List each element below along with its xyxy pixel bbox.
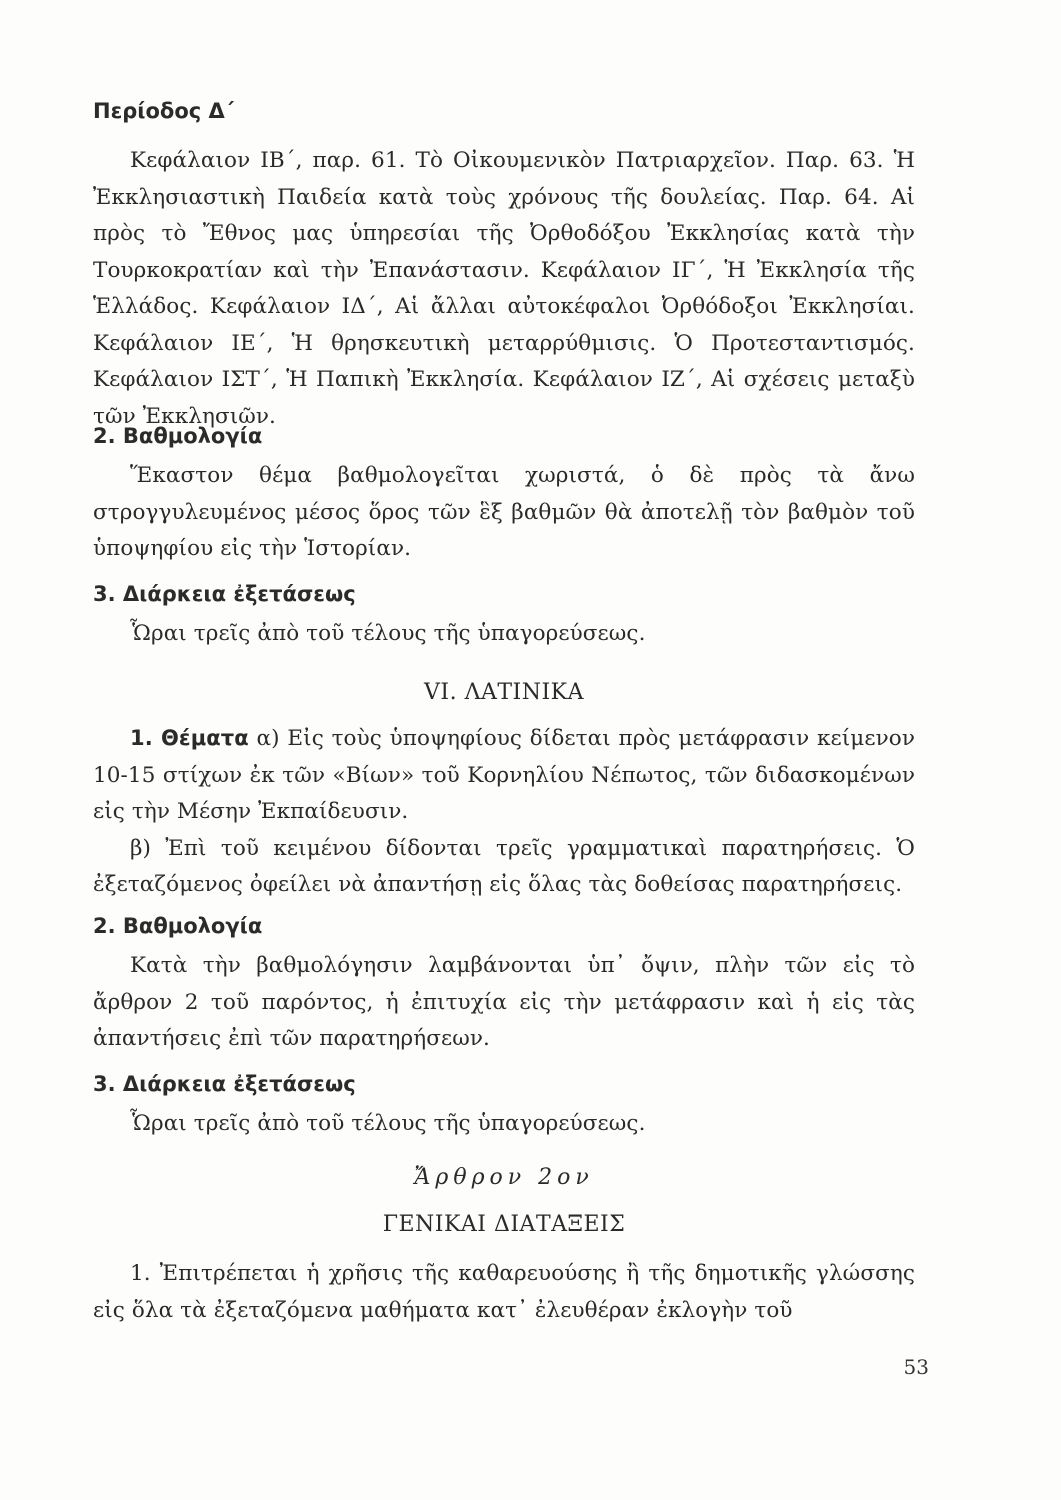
period-heading: Περίοδος Δ΄ [93,99,235,123]
religion-duration-heading: 3. Διάρκεια ἐξετάσεως [93,582,356,606]
latin-grading-heading: 2. Βαθμολογία [93,914,263,938]
latin-topics-paragraph-b: β) Ἐπὶ τοῦ κειμένου δίδονται τρεῖς γραμματικαὶ παρατηρήσεις. Ὁ ἐξεταζόμενος ὀφείλει νὰ ἀπαντήσῃ εἰς ὅλας τὰς δοθείσας παρατηρήσεις. [93,835,915,897]
general-provisions-paragraph: 1. Ἐπιτρέπεται ἡ χρῆσις τῆς καθαρευούσης ἢ τῆς δημοτικῆς γλώσσης εἰς ὅλα τὰ ἐξεταζόμενα μαθήματα κατ᾽ ἐλευθέραν ἐκλογὴν τοῦ [93,1261,915,1323]
general-provisions-title-block [93,1210,915,1240]
latin-duration-heading: 3. Διάρκεια ἐξετάσεως [93,1072,356,1096]
general-provisions-title: ΓΕΝΙΚΑΙ ΔΙΑΤΑΞΕΙΣ [382,1212,626,1237]
religion-duration-paragraph: Ὧραι τρεῖς ἀπὸ τοῦ τέλους τῆς ὑπαγορεύσεως. [130,621,646,646]
latin-duration-section [93,1070,915,1143]
latin-title-block [93,678,915,708]
latin-topics-lead: 1. Θέματα [130,726,249,750]
period-section [93,97,915,435]
general-provisions-section [93,1256,915,1329]
religion-duration-section [93,580,915,653]
article-title-block [93,1163,915,1193]
latin-duration-paragraph: Ὧραι τρεῖς ἀπὸ τοῦ τέλους τῆς ὑπαγορεύσεως. [130,1111,646,1136]
latin-grading-paragraph: Κατὰ τὴν βαθμολόγησιν λαμβάνονται ὑπ᾽ ὄψιν, πλὴν τῶν εἰς τὸ ἄρθρον 2 τοῦ παρόντος, ἡ ἐπιτυχία εἰς τὴν μετάφρασιν καὶ ἡ εἰς τὰς ἀπαντήσεις ἐπὶ τῶν παρατηρήσεων. [93,953,915,1051]
latin-topics-paragraph-a [93,720,915,831]
religion-grading-section [93,422,915,568]
latin-grading-section [93,912,915,1058]
page-number: 53 [903,1355,929,1379]
period-paragraph: Κεφάλαιον ΙΒ΄, παρ. 61. Τὸ Οἰκουμενικὸν Πατριαρχεῖον. Παρ. 63. Ἡ Ἐκκλησιαστικὴ Παιδεία κατὰ τοὺς χρόνους τῆς δουλείας. Παρ. 64. Αἱ πρὸς τὸ Ἔθνος μας ὑπηρεσίαι τῆς Ὀρθοδόξου Ἐκκλησίας κατὰ τὴν Τουρκοκρατίαν καὶ τὴν Ἐπανάστασιν. Κεφάλαιον ΙΓ΄, Ἡ Ἐκκλησία τῆς Ἑλλάδος. Κεφάλαιον ΙΔ΄, Αἱ ἄλλαι αὐτοκέφαλοι Ὀρθόδοξοι Ἐκκλησίαι. Κεφάλαιον ΙΕ΄, Ἡ θρησκευτικὴ μεταρρύθμισις. Ὁ Προτεσταντισμός. Κεφάλαιον ΙΣΤ΄, Ἡ Παπικὴ Ἐκκλησία. Κεφάλαιον ΙΖ΄, Αἱ σχέσεις μεταξὺ τῶν Ἐκκλησιῶν. [93,148,915,429]
latin-topics-text-a: α) Εἰς τοὺς ὑποψηφίους δίδεται πρὸς μετάφρασιν κείμενον 10-15 στίχων ἐκ τῶν «Βίων» τοῦ Κορνηλίου Νέπωτος, τῶν διδασκομένων εἰς τὴν Μέσην Ἐκπαίδευσιν. [93,726,915,824]
latin-section-title: VI. ΛΑΤΙΝΙΚΑ [424,680,584,705]
article-title: Ἄρθρον 2ον [414,1165,594,1190]
latin-topics-section [93,720,915,904]
religion-grading-heading: 2. Βαθμολογία [93,424,263,448]
religion-grading-paragraph: Ἕκαστον θέμα βαθμολογεῖται χωριστά, ὁ δὲ πρὸς τὰ ἄνω στρογγυλευμένος μέσος ὅρος τῶν ἓξ βαθμῶν θὰ ἀποτελῇ τὸν βαθμὸν τοῦ ὑποψηφίου εἰς τὴν Ἱστορίαν. [93,463,915,561]
